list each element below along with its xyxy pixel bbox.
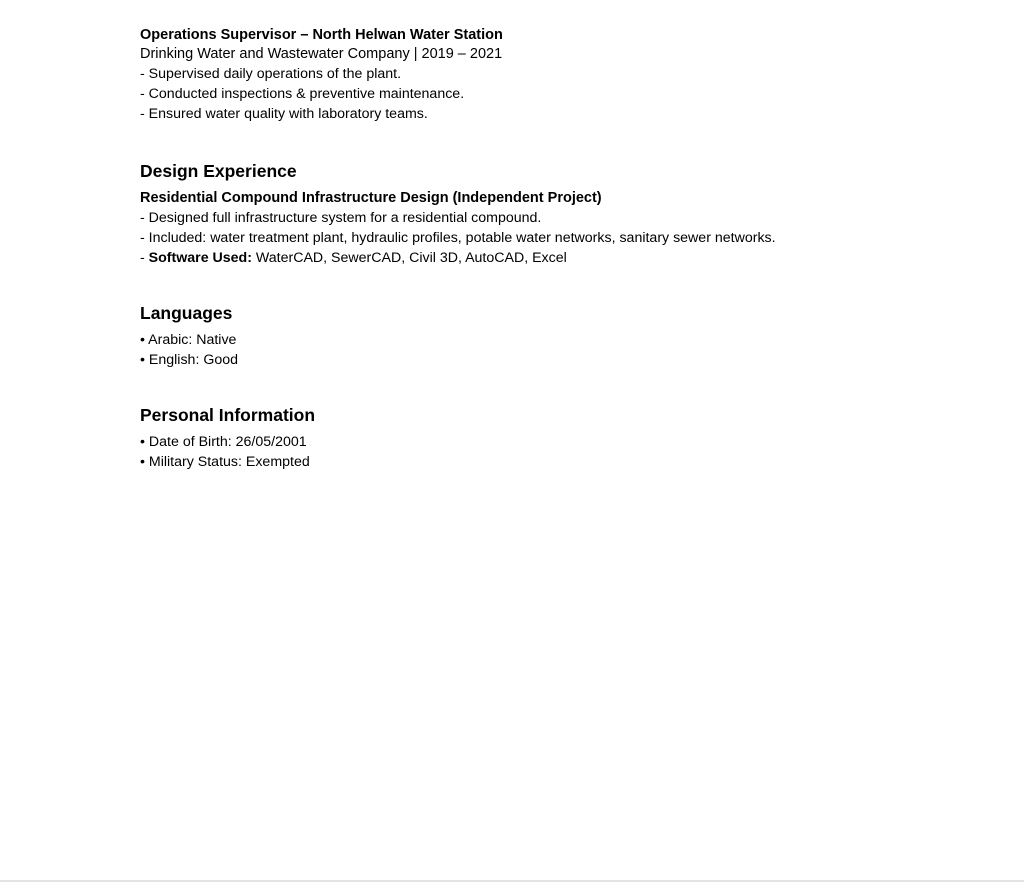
design-bullet: - Designed full infrastructure system for a residential compound. (140, 210, 542, 226)
software-prefix: - (140, 250, 149, 266)
language-item: • English: Good (140, 352, 239, 368)
experience-entry (140, 26, 1000, 124)
resume-content (140, 26, 1000, 472)
experience-bullet: - Supervised daily operations of the plant. (140, 66, 402, 82)
language-item: • Arabic: Native (140, 332, 237, 348)
spacer (140, 268, 1000, 302)
project-title: Residential Compound Infrastructure Design (Independent Project) (140, 190, 602, 206)
software-label: Software Used: (148, 250, 252, 266)
job-title: Operations Supervisor – North Helwan Water Station (140, 27, 503, 43)
software-used-line (140, 248, 1000, 268)
design-experience-section (140, 160, 1000, 268)
experience-bullet: - Conducted inspections & preventive maintenance. (140, 86, 465, 102)
spacer (140, 124, 1000, 160)
languages-section (140, 302, 1000, 370)
spacer (140, 370, 1000, 404)
software-list: WaterCAD, SewerCAD, Civil 3D, AutoCAD, Excel (251, 250, 567, 266)
section-heading-languages: Languages (140, 303, 233, 323)
personal-info-item: • Date of Birth: 26/05/2001 (140, 434, 307, 450)
section-heading-personal-information: Personal Information (140, 405, 316, 425)
personal-info-item: • Military Status: Exempted (140, 454, 310, 470)
personal-info-section (140, 404, 1000, 472)
job-company-line: Drinking Water and Wastewater Company | 2019 – 2021 (140, 46, 503, 62)
experience-bullet: - Ensured water quality with laboratory teams. (140, 106, 428, 122)
design-bullet: - Included: water treatment plant, hydraulic profiles, potable water networks, sanitary sewer networks. (140, 230, 776, 246)
section-heading-design-experience: Design Experience (140, 161, 297, 181)
